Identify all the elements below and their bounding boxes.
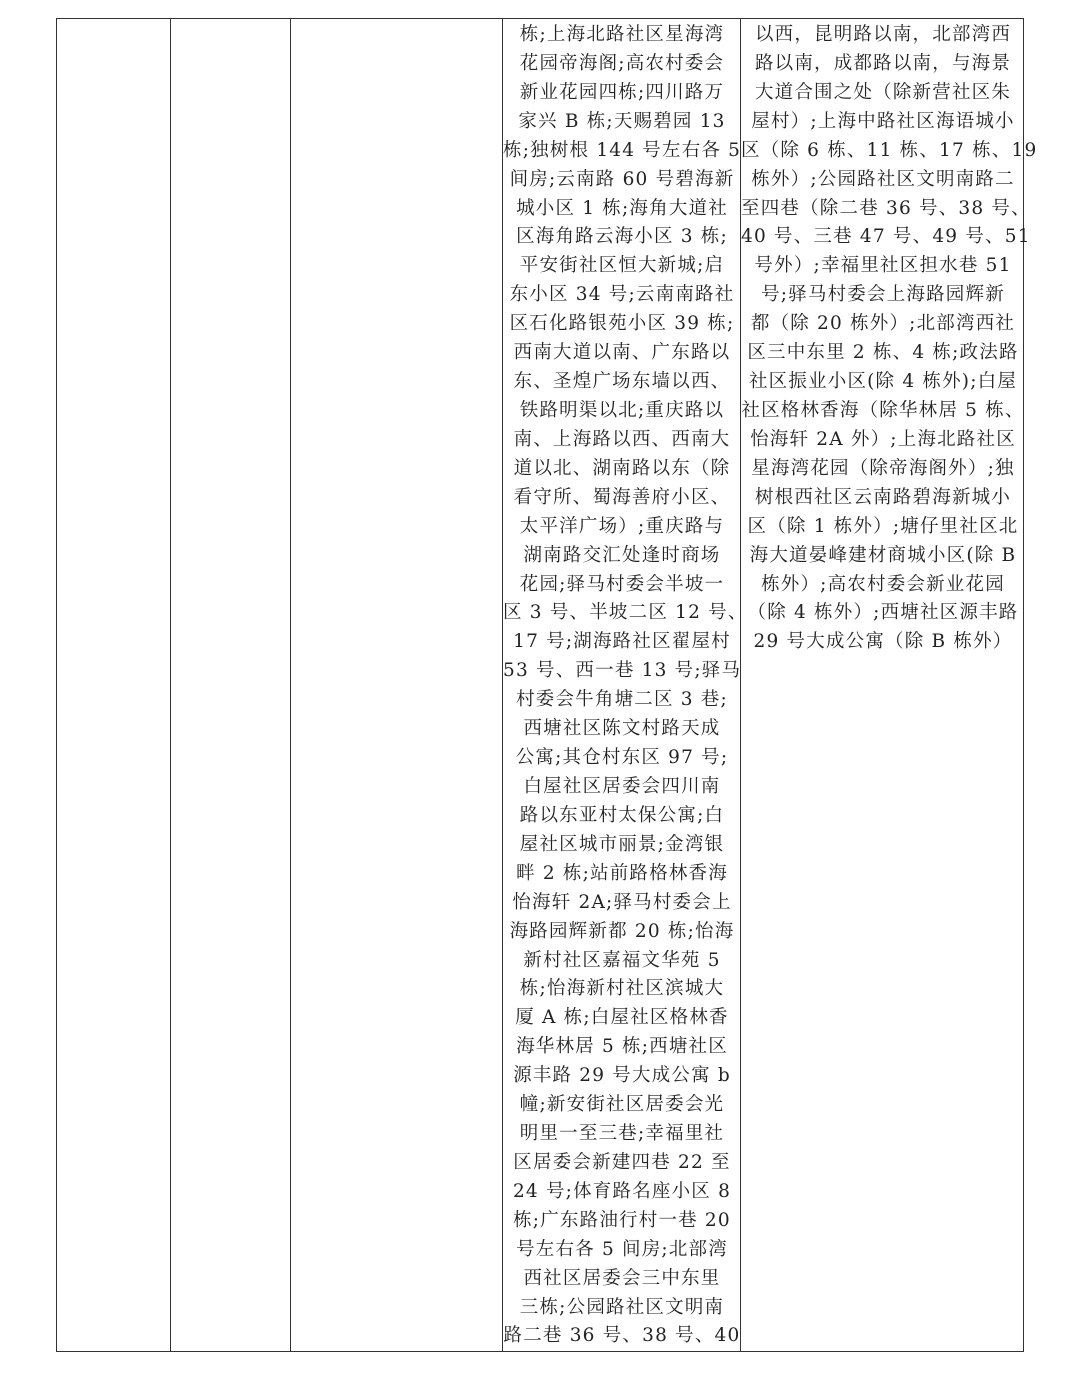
text-line: 白屋社区居委会四川南 xyxy=(523,775,721,797)
text-line: 53 号、西一巷 13 号;驿马 xyxy=(503,660,742,682)
text-line: （除 4 栋外）;西塘社区源丰路 xyxy=(747,602,1019,624)
text-line: 海路园辉新都 20 栋;怡海 xyxy=(509,920,735,942)
text-line: 栋;广东路油行村一巷 20 xyxy=(513,1209,731,1231)
address-table xyxy=(56,18,1038,1352)
text-line: 屋社区城市丽景;金湾银 xyxy=(519,833,725,855)
text-line: 三栋;公园路社区文明南 xyxy=(519,1296,725,1318)
text-line: 区石化路银苑小区 39 栋; xyxy=(509,313,735,335)
text-line: 西南大道以南、广东路以 xyxy=(513,342,731,364)
text-line: 明里一至三巷;幸福里社 xyxy=(519,1123,725,1145)
text-line: 太平洋广场）;重庆路与 xyxy=(519,515,725,537)
text-line: 树根西社区云南路碧海新城小 xyxy=(754,486,1012,508)
text-line: 东、圣煌广场东墙以西、 xyxy=(513,371,731,393)
text-line: 畔 2 栋;站前路格林香海 xyxy=(516,862,728,884)
text-line: 路以南，成都路以南，与海景 xyxy=(754,52,1012,74)
text-line: 栋外）;公园路社区文明南路二 xyxy=(751,168,1015,190)
text-line: 17 号;湖海路社区翟屋村 xyxy=(513,631,731,653)
text-line: 花园帝海阁;高农村委会 xyxy=(519,52,725,74)
excluded-areas-cell xyxy=(741,19,1038,1351)
text-line: 幢;新安街社区居委会光 xyxy=(519,1094,725,1116)
text-line: 铁路明渠以北;重庆路以 xyxy=(519,399,725,421)
text-line: 间房;云南路 60 号碧海新 xyxy=(509,168,735,190)
text-line: 区（除 1 栋外）;塘仔里社区北 xyxy=(747,515,1019,537)
text-line: 城小区 1 栋;海角大道社 xyxy=(516,197,728,219)
text-line: 区 3 号、半坡二区 12 号、 xyxy=(503,602,748,624)
text-line: 平安街社区恒大新城;启 xyxy=(519,255,725,277)
text-line: 40 号、三巷 47 号、49 号、51 xyxy=(741,226,1031,248)
text-line: 以西，昆明路以南，北部湾西 xyxy=(754,24,1012,45)
text-line: 号;驿马村委会上海路园辉新 xyxy=(761,284,1005,306)
text-line: 栋;独树根 144 号左右各 5 xyxy=(503,139,742,161)
text-line: 路以东亚村太保公寓;白 xyxy=(519,804,725,826)
text-line: 大道合围之处（除新营社区朱 xyxy=(754,81,1012,103)
text-line: 怡海轩 2A;驿马村委会上 xyxy=(512,891,732,913)
text-line: 海大道晏峰建材商城小区(除 B xyxy=(749,544,1017,566)
text-line: 区海角路云海小区 3 栋; xyxy=(516,226,728,248)
text-line: 南、上海路以西、西南大 xyxy=(513,428,731,450)
text-line: 区居委会新建四巷 22 至 xyxy=(513,1151,731,1173)
text-line: 社区振业小区(除 4 栋外);白屋 xyxy=(748,371,1018,393)
text-line: 栋外）;高农村委会新业花园 xyxy=(761,573,1005,595)
text-line: 24 号;体育路名座小区 8 xyxy=(512,1180,732,1202)
text-line: 东小区 34 号;云南南路社 xyxy=(509,284,735,306)
text-line: 屋村）;上海中路社区海语城小 xyxy=(751,110,1015,132)
text-line: 社区格林香海（除华林居 5 栋、 xyxy=(741,399,1025,421)
column-divider xyxy=(290,19,291,1351)
text-line: 29 号大成公寓（除 B 栋外） xyxy=(753,631,1013,653)
text-line: 至四巷（除二巷 36 号、38 号、 xyxy=(741,197,1031,219)
text-line: 怡海轩 2A 外）;上海北路社区 xyxy=(750,428,1016,450)
column-divider xyxy=(170,19,171,1351)
text-line: 号外）;幸福里社区担水巷 51 xyxy=(754,255,1012,277)
text-line: 新村社区嘉福文华苑 5 xyxy=(523,949,721,971)
included-addresses-cell xyxy=(503,19,748,1351)
text-line: 道以北、湖南路以东（除 xyxy=(513,457,731,479)
text-line: 源丰路 29 号大成公寓 b xyxy=(513,1065,731,1087)
text-line: 新业花园四栋;四川路万 xyxy=(519,81,725,103)
text-line: 栋;上海北路社区星海湾 xyxy=(519,24,725,45)
text-line: 海华林居 5 栋;西塘社区 xyxy=(516,1036,728,1058)
text-line: 厦 A 栋;白屋社区格林香 xyxy=(515,1007,729,1029)
text-line: 公寓;其仓村东区 97 号; xyxy=(515,747,729,769)
text-line: 家兴 B 栋;天赐碧园 13 xyxy=(518,110,726,132)
text-line: 花园;驿马村委会半坡一 xyxy=(519,573,725,595)
text-line: 湖南路交汇处逢时商场 xyxy=(523,544,721,566)
text-line: 村委会牛角塘二区 3 巷; xyxy=(516,689,728,711)
text-line: 号左右各 5 间房;北部湾 xyxy=(516,1238,728,1260)
text-line: 西塘社区陈文村路天成 xyxy=(523,718,721,740)
text-line: 区（除 6 栋、11 栋、17 栋、19 xyxy=(741,139,1038,161)
text-line: 栋;怡海新村社区滨城大 xyxy=(519,978,725,1000)
text-line: 区三中东里 2 栋、4 栋;政法路 xyxy=(747,342,1019,364)
text-line: 西社区居委会三中东里 xyxy=(523,1267,721,1289)
text-line: 路二巷 36 号、38 号、40 xyxy=(503,1325,741,1347)
text-line: 星海湾花园（除帝海阁外）;独 xyxy=(751,457,1015,479)
text-line: 看守所、蜀海善府小区、 xyxy=(513,486,731,508)
text-line: 都（除 20 栋外）;北部湾西社 xyxy=(750,313,1016,335)
